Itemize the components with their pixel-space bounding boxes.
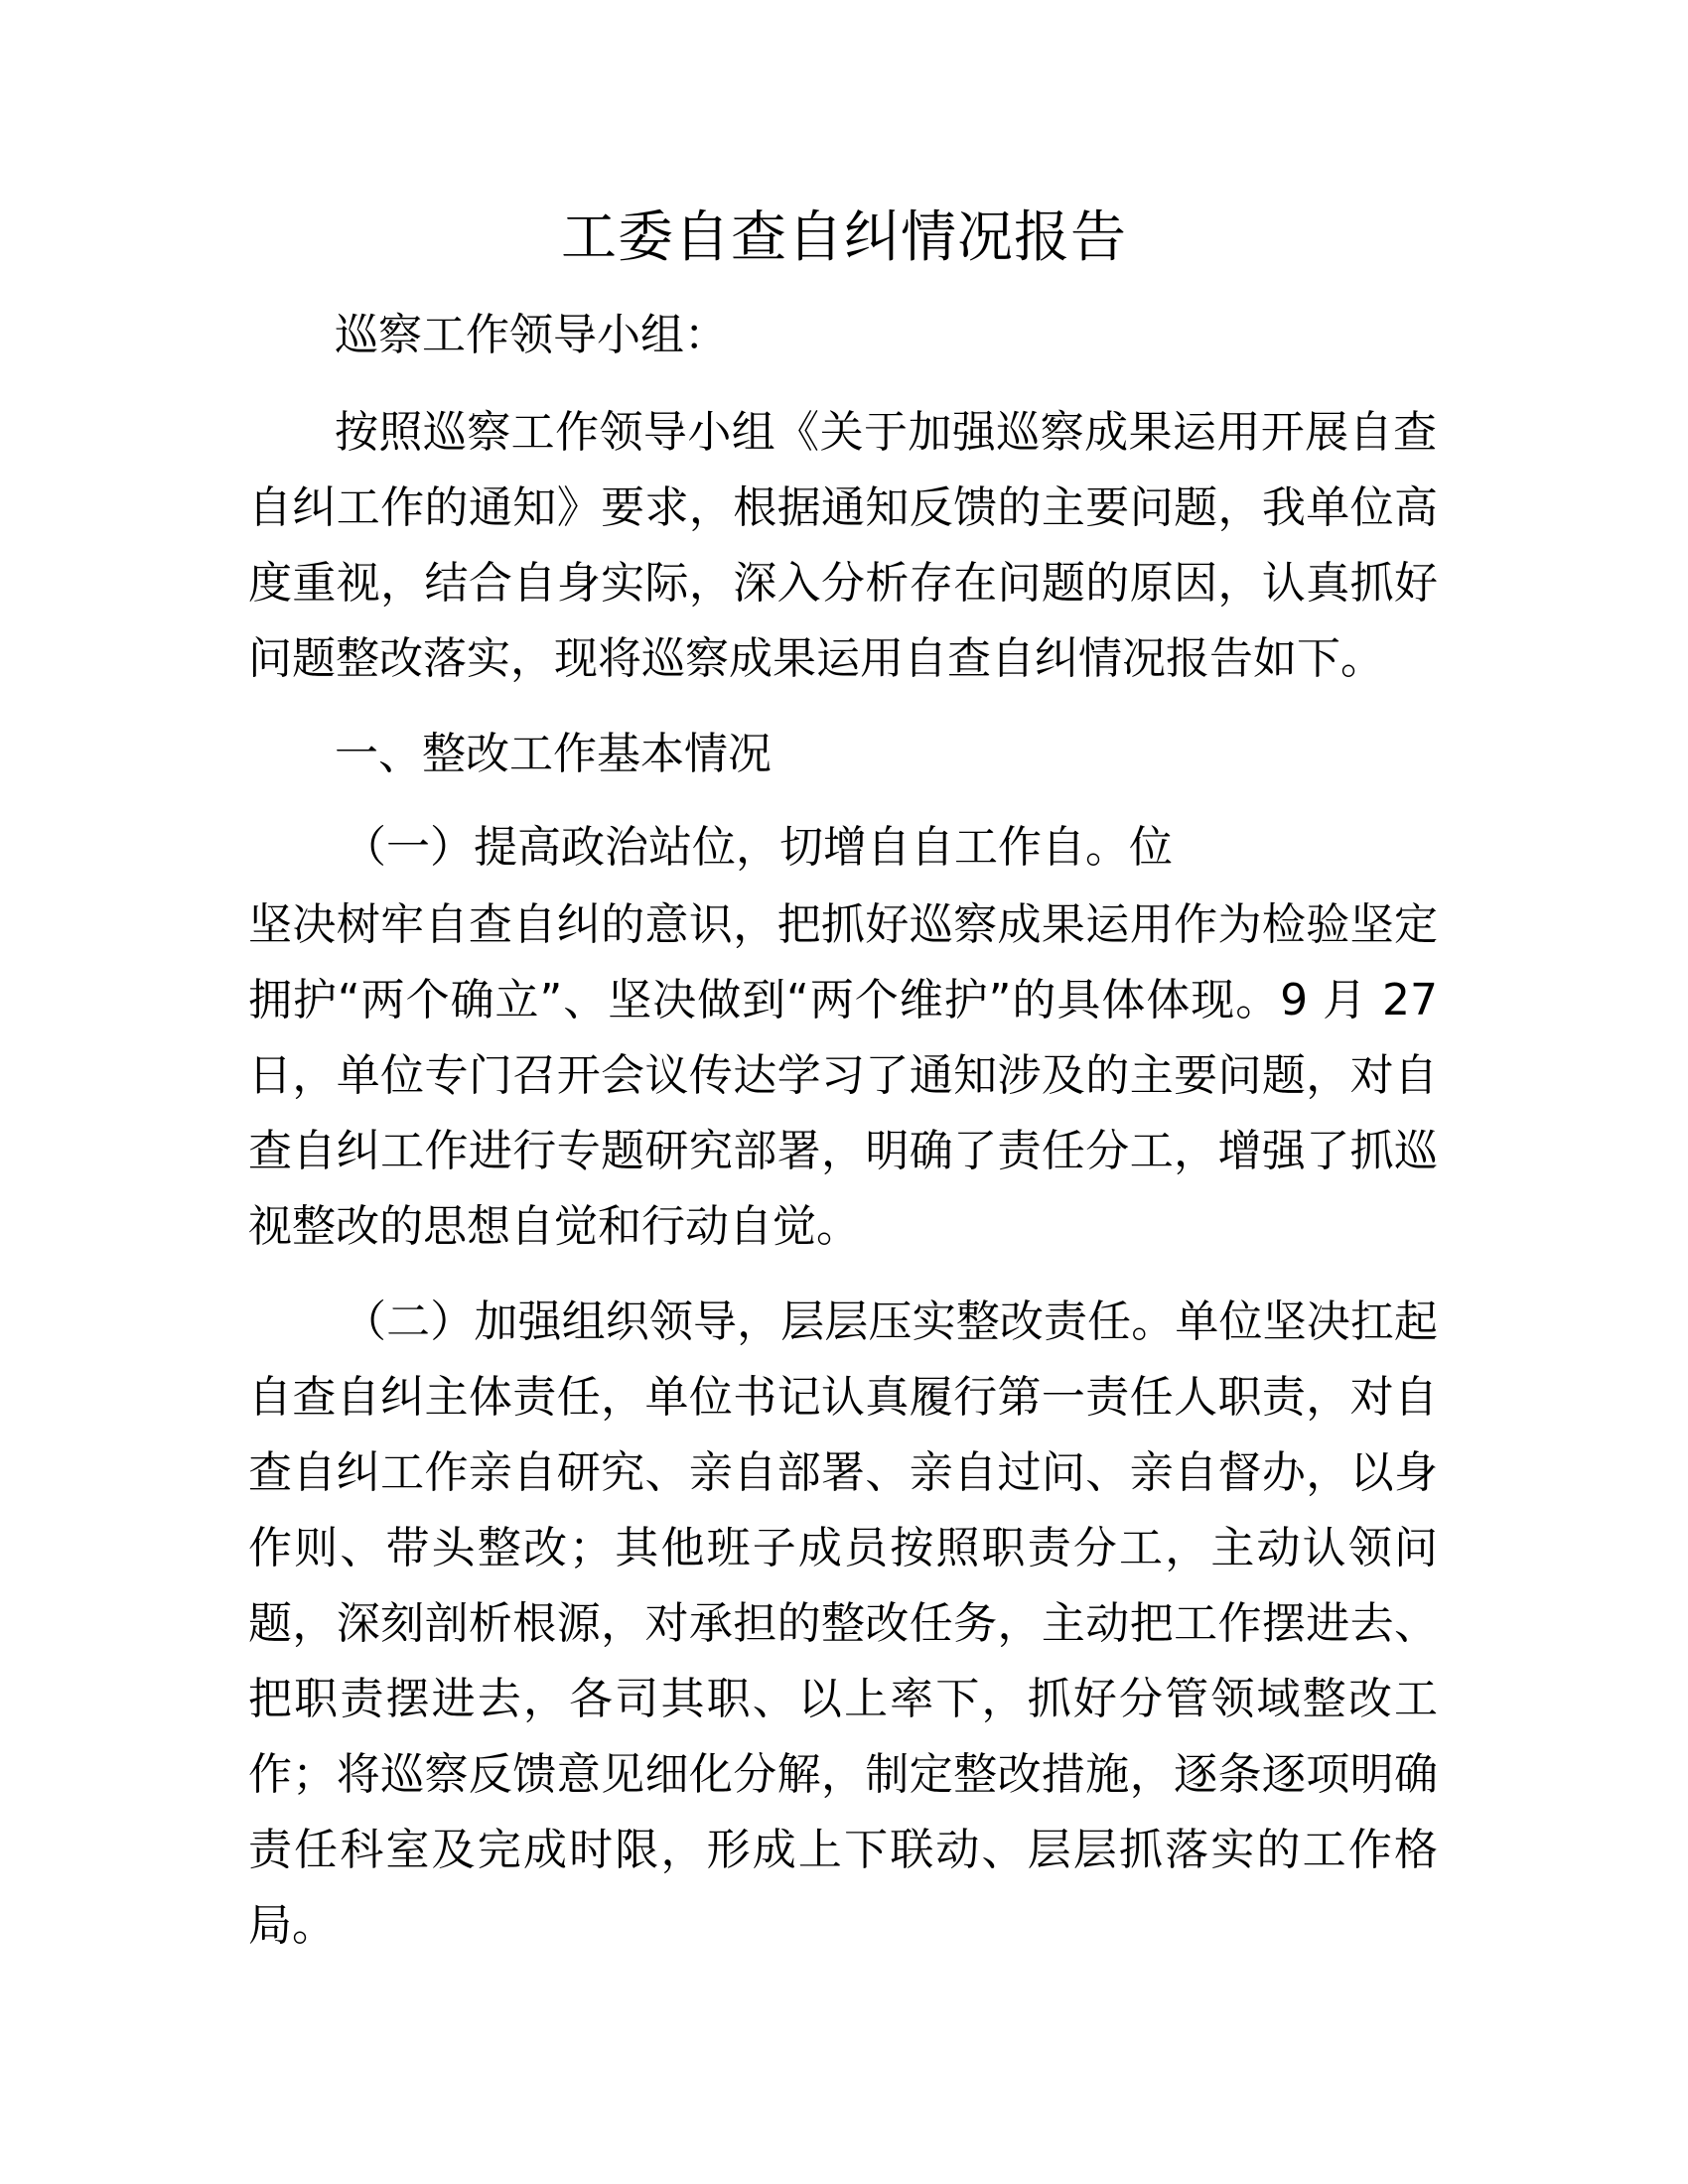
section-heading: 一、整改工作基本情况: [335, 729, 772, 779]
paragraph-line: 自纠工作的通知》要求，根据通知反馈的主要问题，我单位高: [248, 482, 1438, 533]
paragraph-line: 查自纠工作亲自研究、亲自部署、亲自过问、亲自督办，以身: [248, 1447, 1438, 1498]
paragraph-line: 查自纠工作进行专题研究部署，明确了责任分工，增强了抓巡: [248, 1126, 1438, 1176]
paragraph-line: 坚决树牢自查自纠的意识，把抓好巡察成果运用作为检验坚定: [248, 899, 1438, 950]
salutation: 巡察工作领导小组：: [335, 310, 728, 360]
document-title: 工委自查自纠情况报告: [561, 205, 1127, 270]
paragraph-line: 问题整改落实，现将巡察成果运用自查自纠情况报告如下。: [248, 633, 1384, 684]
paragraph-line: 拥护“两个确立”、坚决做到“两个维护”的具体体现。9 月 27: [248, 975, 1438, 1025]
paragraph-line: 视整改的思想自觉和行动自觉。: [248, 1201, 860, 1252]
paragraph-line: 作；将巡察反馈意见细化分解，制定整改措施，逐条逐项明确: [248, 1749, 1438, 1800]
paragraph-line: 题，深刻剖析根源，对承担的整改任务，主动把工作摆进去、: [248, 1598, 1438, 1649]
subsection-heading-line: （一）提高政治站位，切增自自工作自。位: [343, 822, 1173, 873]
paragraph-line: 把职责摆进去，各司其职、以上率下，抓好分管领域整改工: [248, 1674, 1438, 1724]
paragraph-line: 自查自纠主体责任，单位书记认真履行第一责任人职责，对自: [248, 1372, 1438, 1423]
paragraph-line: 按照巡察工作领导小组《关于加强巡察成果运用开展自查: [335, 407, 1437, 458]
subsection-heading-line: （二）加强组织领导，层层压实整改责任。单位坚决扛起: [343, 1297, 1438, 1347]
paragraph-line: 作则、带头整改；其他班子成员按照职责分工，主动认领问: [248, 1523, 1438, 1573]
paragraph-line: 局。: [248, 1900, 336, 1951]
paragraph-line: 度重视，结合自身实际，深入分析存在问题的原因，认真抓好: [248, 558, 1438, 609]
paragraph-line: 日，单位专门召开会议传达学习了通知涉及的主要问题，对自: [248, 1050, 1438, 1101]
paragraph-line: 责任科室及完成时限，形成上下联动、层层抓落实的工作格: [248, 1825, 1438, 1875]
